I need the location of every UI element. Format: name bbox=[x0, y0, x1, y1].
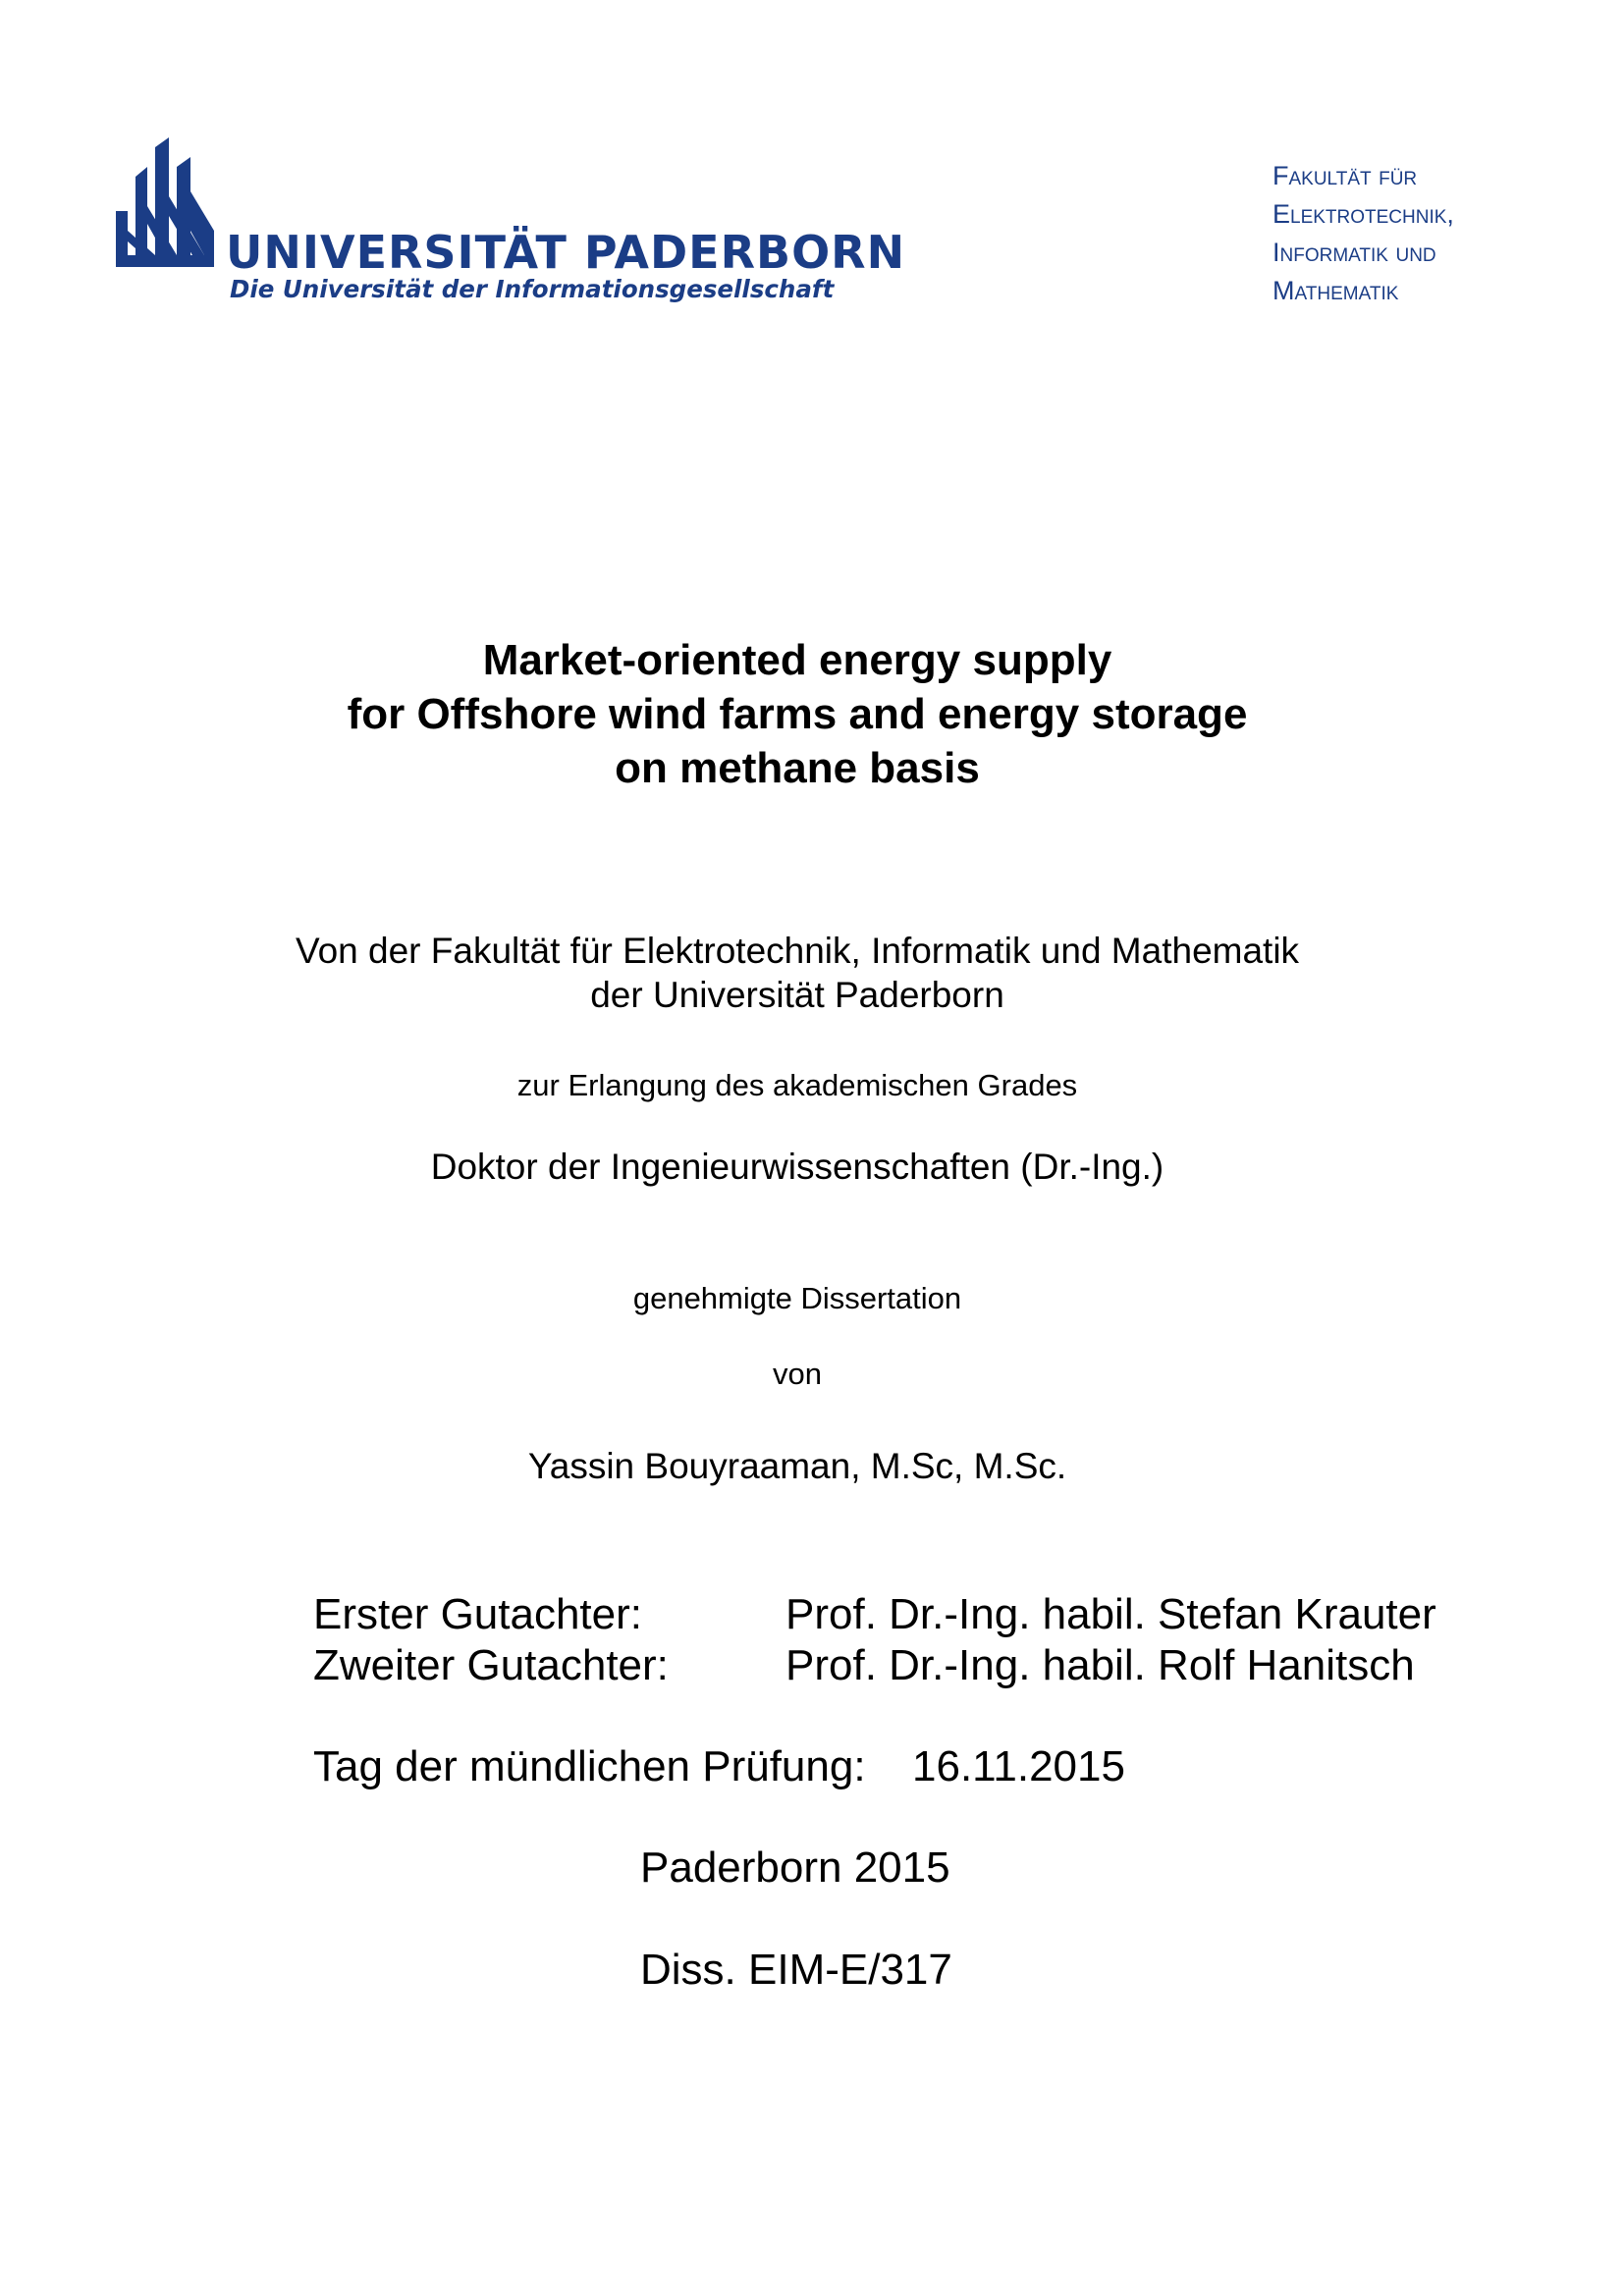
degree-name: Doktor der Ingenieurwissenschaften (Dr.-Ing.) bbox=[430, 1147, 1164, 1187]
faculty-name bbox=[1272, 157, 1454, 310]
exam-date: 16.11.2015 bbox=[912, 1742, 1125, 1790]
university-tagline: Die Universität der Informationsgesellschaft bbox=[230, 275, 835, 303]
faculty-line: Elektrotechnik, bbox=[1272, 199, 1454, 229]
faculty-line: Mathematik bbox=[1272, 276, 1399, 305]
submission-line-1: Von der Fakultät für Elektrotechnik, Informatik und Mathematik bbox=[295, 931, 1300, 971]
place-year: Paderborn 2015 bbox=[640, 1843, 950, 1892]
dissertation-title bbox=[0, 633, 1595, 795]
exam-date-label: Tag der mündlichen Prüfung: bbox=[313, 1742, 866, 1790]
faculty-line: Informatik und bbox=[1272, 238, 1436, 267]
university-name: UNIVERSITÄT PADERBORN bbox=[226, 226, 906, 279]
dissertation-number: Diss. EIM-E/317 bbox=[640, 1946, 952, 1994]
author-name: Yassin Bouyraaman, M.Sc, M.Sc. bbox=[527, 1446, 1067, 1486]
second-reviewer-label: Zweiter Gutachter: bbox=[313, 1641, 669, 1689]
title-line: for Offshore wind farms and energy storage bbox=[347, 690, 1248, 738]
submission-line-2: der Universität Paderborn bbox=[590, 975, 1004, 1015]
title-line: on methane basis bbox=[615, 744, 980, 792]
approved-dissertation: genehmigte Dissertation bbox=[632, 1281, 962, 1315]
first-reviewer-name: Prof. Dr.-Ing. habil. Stefan Krauter bbox=[785, 1590, 1436, 1638]
faculty-line: Fakultät für bbox=[1272, 161, 1418, 190]
second-reviewer-name: Prof. Dr.-Ing. habil. Rolf Hanitsch bbox=[785, 1641, 1415, 1689]
first-reviewer-label: Erster Gutachter: bbox=[313, 1590, 643, 1638]
university-emblem-icon bbox=[116, 137, 224, 270]
by-label: von bbox=[773, 1357, 822, 1391]
title-line: Market-oriented energy supply bbox=[482, 636, 1112, 684]
degree-purpose: zur Erlangung des akademischen Grades bbox=[516, 1068, 1078, 1102]
university-logo bbox=[116, 137, 906, 309]
